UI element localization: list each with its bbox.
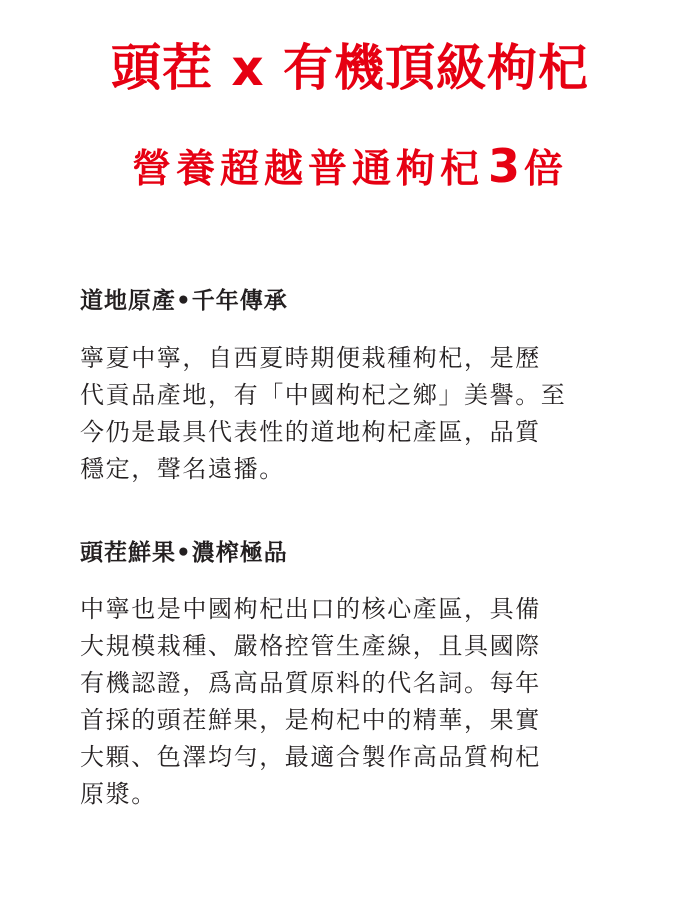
subtitle-accent-number: 3: [487, 139, 520, 193]
section-heading-fresh-fruit: 頭茬鮮果•濃榨極品: [80, 540, 288, 566]
paragraph-line: 大規模栽種、嚴格控管生產線，且具國際: [80, 632, 541, 660]
section-heading-origin: 道地原產•千年傳承: [80, 288, 288, 314]
paragraph-line: 首採的頭茬鮮果，是枸杞中的精華，果實: [80, 706, 541, 734]
paragraph-line: 代貢品產地，有「中國枸杞之鄉」美譽。至: [80, 381, 567, 409]
paragraph-line: 中寧也是中國枸杞出口的核心產區，具備: [80, 595, 541, 623]
paragraph-line: 有機認證，爲高品質原料的代名詞。每年: [80, 669, 541, 697]
page-subtitle: [0, 139, 700, 194]
subtitle-text: 營養超越普通枸杞: [131, 147, 484, 192]
page-title: 頭茬 x 有機頂級枸杞: [110, 39, 590, 97]
paragraph-line: 穩定，聲名遠播。: [80, 455, 285, 483]
paragraph-line: 原漿。: [80, 780, 157, 808]
paragraph-line: 今仍是最具代表性的道地枸杞產區，品質: [80, 418, 541, 446]
section-paragraph-origin: [80, 340, 625, 488]
paragraph-line: 大顆、色澤均勻，最適合製作高品質枸杞: [80, 743, 541, 771]
paragraph-line: 寧夏中寧，自西夏時期便栽種枸杞，是歷: [80, 344, 541, 372]
subtitle-suffix: 倍: [524, 147, 569, 192]
section-paragraph-fresh-fruit: [80, 591, 625, 813]
